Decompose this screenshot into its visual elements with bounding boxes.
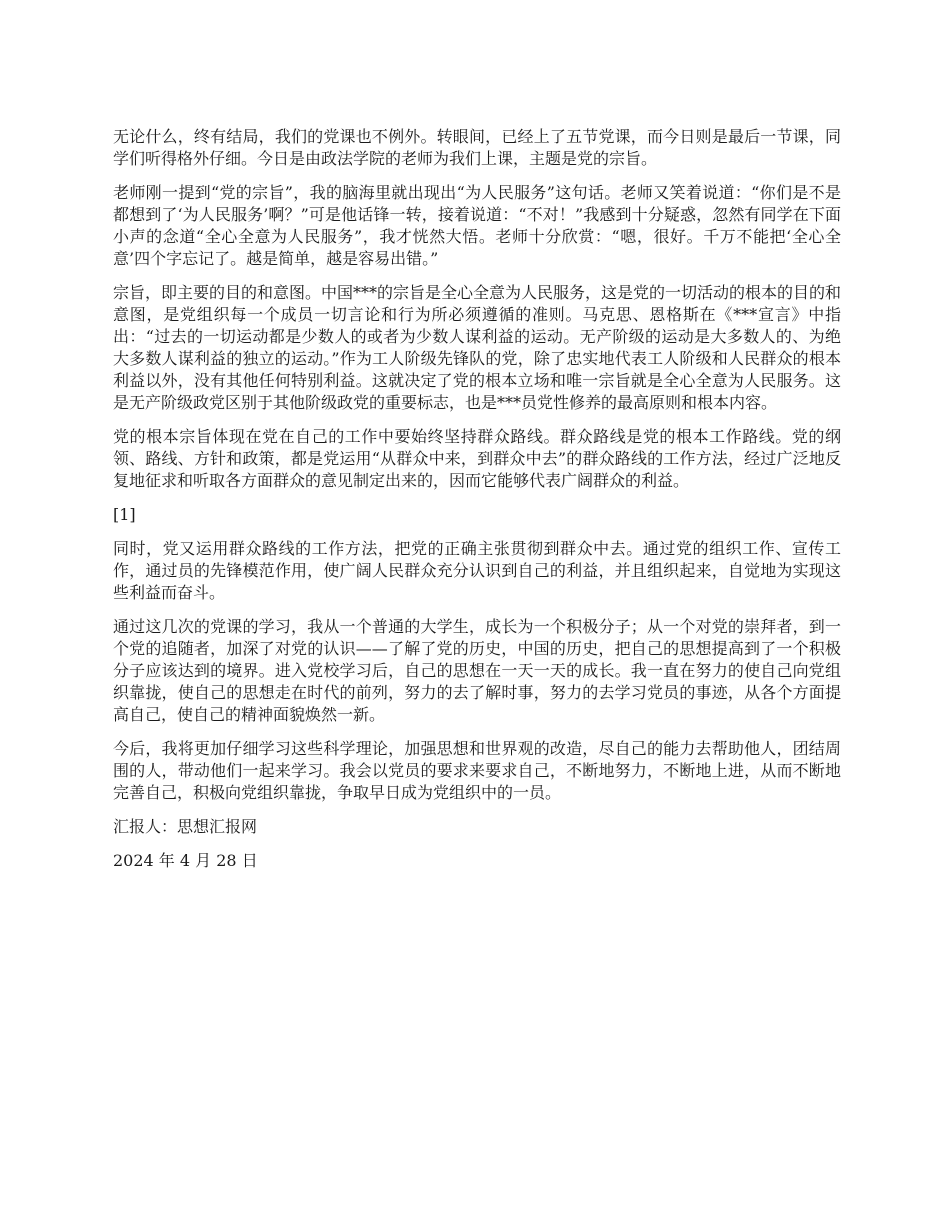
paragraph-teacher-dialogue: 老师刚一提到“党的宗旨”，我的脑海里就出现出“为人民服务”这句话。老师又笑着说道：“你们是不是都想到了‘为人民服务’啊？”可是他话锋一转，接着说道：“不对！”我感到十分疑惑，忽然有同学在下面小声的念道“全心全意为人民服务”，我才恍然大悟。老师十分欣赏：“嗯，很好。千万不能把‘全心全意’四个字忘记了。越是简单，越是容易出错。” — [113, 183, 841, 268]
paragraph-purpose-definition: 宗旨，即主要的目的和意图。中国***的宗旨是全心全意为人民服务，这是党的一切活动的根本的目的和意图，是党组织每一个成员一切言论和行为所必须遵循的准则。马克思、恩格斯在《***宣言》中指出：“过去的一切运动都是少数人的或者为少数人谋利益的运动。无产阶级的运动是大多数人的、为绝大多数人谋利益的独立的运动。”作为工人阶级先锋队的党，除了忠实地代表工人阶级和人民群众的根本利益以外，没有其他任何特别利益。这就决定了党的根本立场和唯一宗旨就是全心全意为人民服务。这是无产阶级政党区别于其他阶级政党的重要标志，也是***员党性修养的最高原则和根本内容。 — [113, 283, 842, 412]
paragraph-intro: 无论什么，终有结局，我们的党课也不例外。转眼间，已经上了五节党课，而今日则是最后一节课，同学们听得格外仔细。今日是由政法学院的老师为我们上课，主题是党的宗旨。 — [113, 127, 841, 168]
paragraph-future-plans: 今后，我将更加仔细学习这些科学理论，加强思想和世界观的改造，尽自己的能力去帮助他人，团结周围的人，带动他们一起来学习。我会以党员的要求来要求自己，不断地努力，不断地上进，从而不断地完善自己，积极向党组织靠拢，争取早日成为党组织中的一员。 — [113, 739, 841, 802]
report-date: 2024 年 4 月 28 日 — [113, 851, 258, 870]
reporter-signature: 汇报人：思想汇报网 — [113, 817, 258, 836]
footnote-marker: [1] — [113, 505, 136, 524]
paragraph-mass-line-method: 同时，党又运用群众路线的工作方法，把党的正确主张贯彻到群众中去。通过党的组织工作、宣传工作，通过员的先锋模范作用，使广阔人民群众充分认识到自己的利益，并且组织起来，自觉地为实现这些利益而奋斗。 — [113, 539, 841, 602]
paragraph-mass-line: 党的根本宗旨体现在党在自己的工作中要始终坚持群众路线。群众路线是党的根本工作路线。党的纲领、路线、方针和政策，都是党运用“从群众中来，到群众中去”的群众路线的工作方法，经过广泛地反复地征求和听取各方面群众的意见制定出来的，因而它能够代表广阔群众的利益。 — [113, 427, 841, 490]
document-body — [113, 126, 841, 884]
paragraph-reflection: 通过这几次的党课的学习，我从一个普通的大学生，成长为一个积极分子；从一个对党的崇拜者，到一个党的追随者，加深了对党的认识——了解了党的历史，中国的历史，把自己的思想提高到了一个积极分子应该达到的境界。进入党校学习后，自己的思想在一天一天的成长。我一直在努力的使自己向党组织靠拢，使自己的思想走在时代的前列，努力的去了解时事，努力的去学习党员的事迹，从各个方面提高自己，使自己的精神面貌焕然一新。 — [113, 617, 841, 724]
